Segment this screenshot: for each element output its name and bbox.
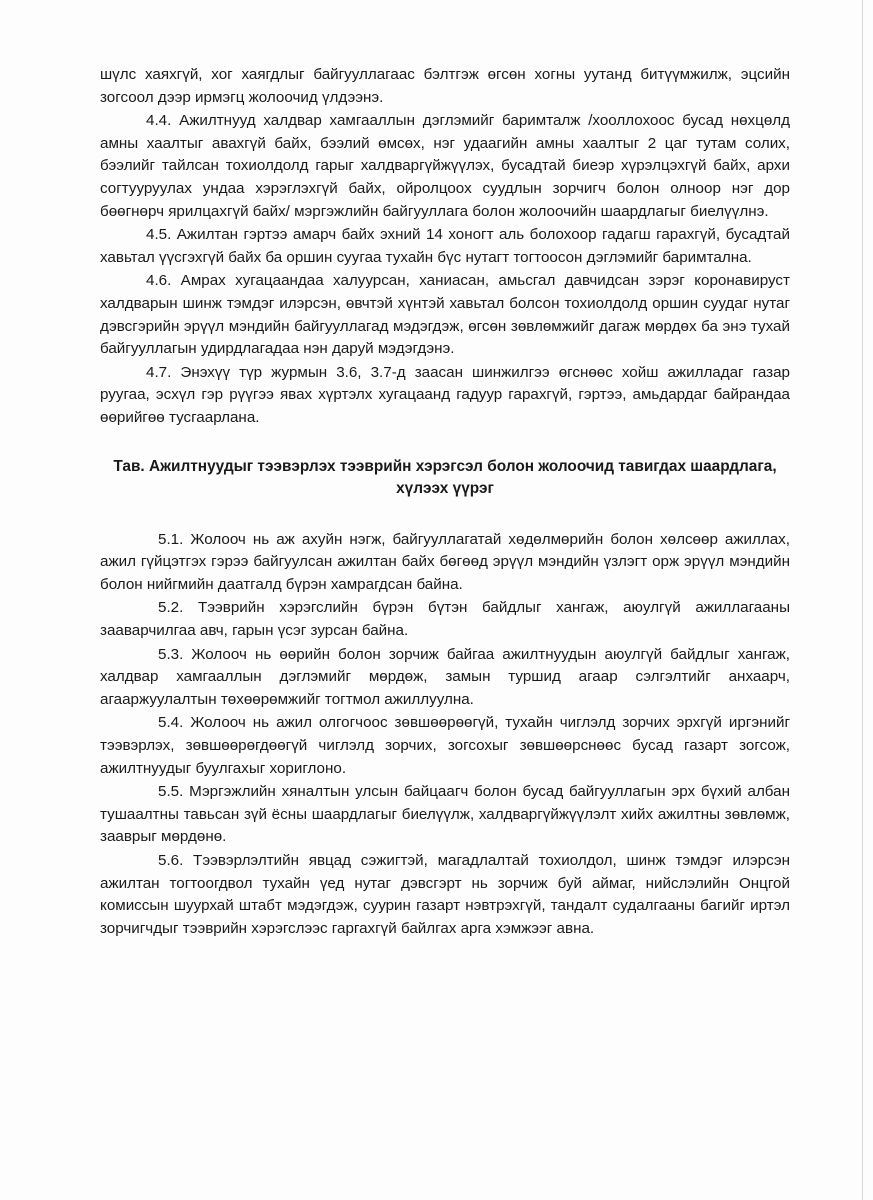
document-body (100, 64, 790, 941)
paragraph-4-6: 4.6. Амрах хугацаандаа халуурсан, ханиасан, амьсгал давчидсан зэрэг коронавируст халдварын шинж тэмдэг илэрсэн, өвчтэй хүнтэй хавьтал болсон тохиолдолд оршин суудаг нутаг дэвсгэрийн эрүүл мэндийн байгууллагад мэдэгдэж, өгсөн зөвлөмжийг дагаж мөрдөх ба энэ тухай байгууллагын удирдлагадаа нэн даруй мэдэгдэнэ. (100, 272, 790, 358)
paragraph-4-4: 4.4. Ажилтнууд халдвар хамгааллын дэглэмийг баримталж /хооллохоос бусад нөхцөлд амны хаалтыг авахгүй байх, бээлий өмсөх, нэг удаагийн амны хаалтыг 2 цаг тутам солих, бээлийг тайлсан тохиолдолд гарыг халдваргүйжүүлэх, бусадтай биеэр хүрэлцэхгүй байх, архи согтууруулах ундаа хэрэглэхгүй байх, ойролцоох суудлын зорчигч болон олноор нэг дор бөөгнөрч ярилцахгүй байх/ мэргэжлийн байгууллага болон жолоочийн шаардлагыг биелүүлнэ. (100, 112, 790, 220)
paragraph-5-5: 5.5. Мэргэжлийн хяналтын улсын байцаагч болон бусад байгууллагын эрх бүхий албан тушаалтны тавьсан зүй ёсны шаардлагыг биелүүлж, халдваргүйжүүлэлт хийх ажилтны зөвлөмж, зааврыг мөрдөнө. (100, 783, 790, 846)
paragraph-4-7: 4.7. Энэхүү түр журмын 3.6, 3.7-д заасан шинжилгээ өгснөөс хойш ажилладаг газар руугаа, эсхүл гэр рүүгээ явах хүртэлх хугацаанд гадуур гарахгүй, гэртээ, амьдардаг байрандаа өөрийгөө тусгаарлана. (100, 363, 790, 426)
paragraph-5-2: 5.2. Тээврийн хэрэгслийн бүрэн бүтэн байдлыг хангаж, аюулгүй ажиллагааны зааварчилгаа авч, гарын үсэг зурсан байна. (100, 599, 790, 640)
section-title-5: Тав. Ажилтнуудыг тээвэрлэх тээврийн хэрэгсэл болон жолоочид тавигдах шаардлага, хүлээх үүрэг (113, 457, 777, 498)
paragraph-5-6: 5.6. Тээвэрлэлтийн явцад сэжигтэй, магадлалтай тохиолдол, шинж тэмдэг илэрсэн ажилтан тогтоогдвол тухайн үед нутаг дэвсгэрт нь зорчиж буй аймаг, нийслэлийн Онцгой комиссын шуурхай штабт мэдэгдэж, суурин газарт нэвтрэхгүй, тандалт судалгааны багийг иртэл зорчигчдыг тээврийн хэрэгслээс гаргахгүй байлгах арга хэмжээг авна. (100, 852, 790, 937)
paragraph-continuation: шүлс хаяхгүй, хог хаягдлыг байгууллагаас бэлтгэж өгсөн хогны уутанд битүүмжилж, эцсийн зогсоол дээр ирмэгц жолоочид үлдээнэ. (100, 66, 790, 106)
paragraph-4-5: 4.5. Ажилтан гэртээ амарч байх эхний 14 хоногт аль болохоор гадагш гарахгүй, бусадтай хавьтал үүсгэхгүй байх ба оршин суугаа тухайн бүс нутагт тогтоосон дэглэмийг баримтална. (100, 226, 790, 266)
scan-edge-line (862, 0, 863, 1200)
paragraph-5-3: 5.3. Жолооч нь өөрийн болон зорчиж байгаа ажилтнуудын аюулгүй байдлыг хангаж, халдвар хамгааллын дэглэмийг мөрдөж, замын туршид агаар сэлгэлтийг анхаарч, агааржуулалтын төхөөрөмжийг тогтмол ажиллуулна. (100, 645, 790, 708)
paragraph-5-4: 5.4. Жолооч нь ажил олгогчоос зөвшөөрөөгүй, тухайн чиглэлд зорчих эрхгүй иргэнийг тээвэрлэх, зөвшөөрөгдөөгүй чиглэлд зорчих, зогсохыг зөвшөөрснөөс бусад газарт зогсож, ажилтнуудыг буулгахыг хориглоно. (100, 714, 790, 777)
paragraph-5-1: 5.1. Жолооч нь аж ахуйн нэгж, байгууллагатай хөдөлмөрийн болон хөлсөөр ажиллах, ажил гүйцэтгэх гэрээ байгуулсан ажилтан байх бөгөөд эрүүл мэндийн үзлэгт орж эрүүл мэндийн болон нийгмийн даатгалд бүрэн хамрагдсан байна. (100, 530, 790, 593)
